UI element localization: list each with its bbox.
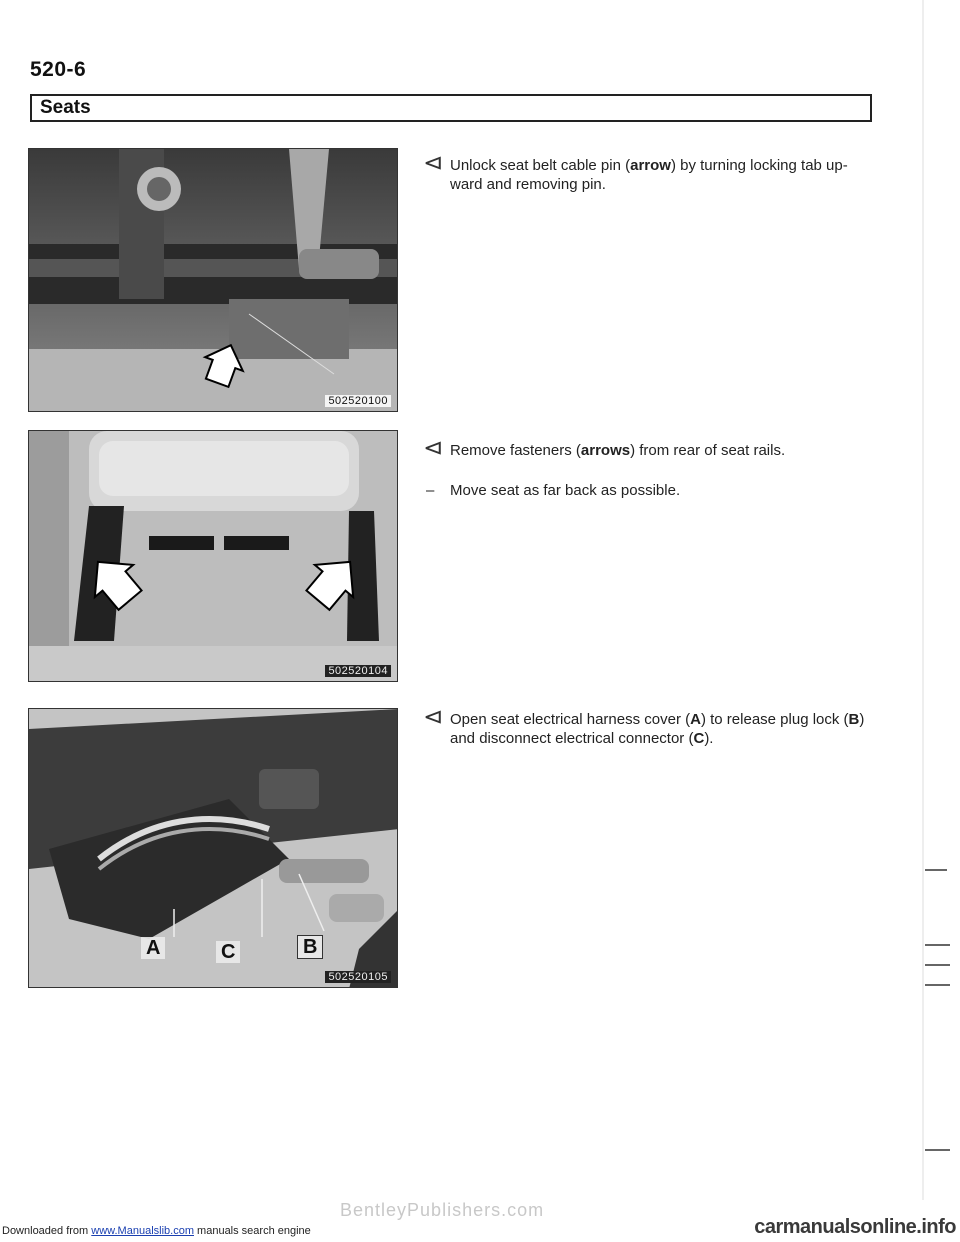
section-header	[30, 94, 872, 122]
callout-b: B	[297, 935, 323, 959]
step-disconnect-connector	[423, 704, 866, 748]
step-text: Open seat electrical harness cover (A) to release plug lock (B) and disconnect electrical connector (C).	[450, 711, 865, 747]
sub-step-text: Move seat as far back as possible.	[450, 482, 681, 499]
callout-c: C	[216, 941, 240, 963]
figure-harness-connector	[28, 708, 398, 988]
dash-bullet: –	[426, 482, 435, 499]
bentley-watermark: BentleyPublishers.com	[340, 1200, 545, 1220]
figure-seat-rails	[28, 430, 398, 682]
manualslib-link[interactable]: www.Manualslib.com	[91, 1225, 194, 1237]
margin-tick-marks	[905, 0, 960, 1200]
step-remove-fasteners	[423, 435, 866, 460]
pointer-arrow-icon: ⊲	[423, 704, 444, 729]
figure-id: 502520105	[325, 971, 391, 983]
photo-seat-belt-illustration	[29, 149, 398, 412]
sub-step-move-seat	[426, 481, 680, 500]
step-text: Unlock seat belt cable pin (arrow) by turning locking tab up- ward and removing pin.	[450, 157, 848, 193]
figure-id: 502520100	[325, 395, 391, 407]
step-unlock-cable-pin	[423, 150, 866, 194]
pointer-arrow-icon: ⊲	[423, 435, 444, 460]
page-number: 520-6	[30, 58, 87, 81]
figure-seat-belt-pin	[28, 148, 398, 412]
photo-seat-rails-illustration	[29, 431, 398, 682]
callout-a: A	[141, 937, 165, 959]
download-notice: Downloaded from www.Manualslib.com manuals search engine	[2, 1225, 311, 1237]
page-footer	[0, 1200, 960, 1242]
pointer-arrow-icon: ⊲	[423, 150, 444, 175]
section-title: Seats	[40, 97, 91, 118]
carmanuals-watermark: carmanualsonline.info	[754, 1216, 956, 1238]
step-text: Remove fasteners (arrows) from rear of seat rails.	[450, 442, 786, 459]
figure-id: 502520104	[325, 665, 391, 677]
photo-harness-illustration	[29, 709, 398, 988]
